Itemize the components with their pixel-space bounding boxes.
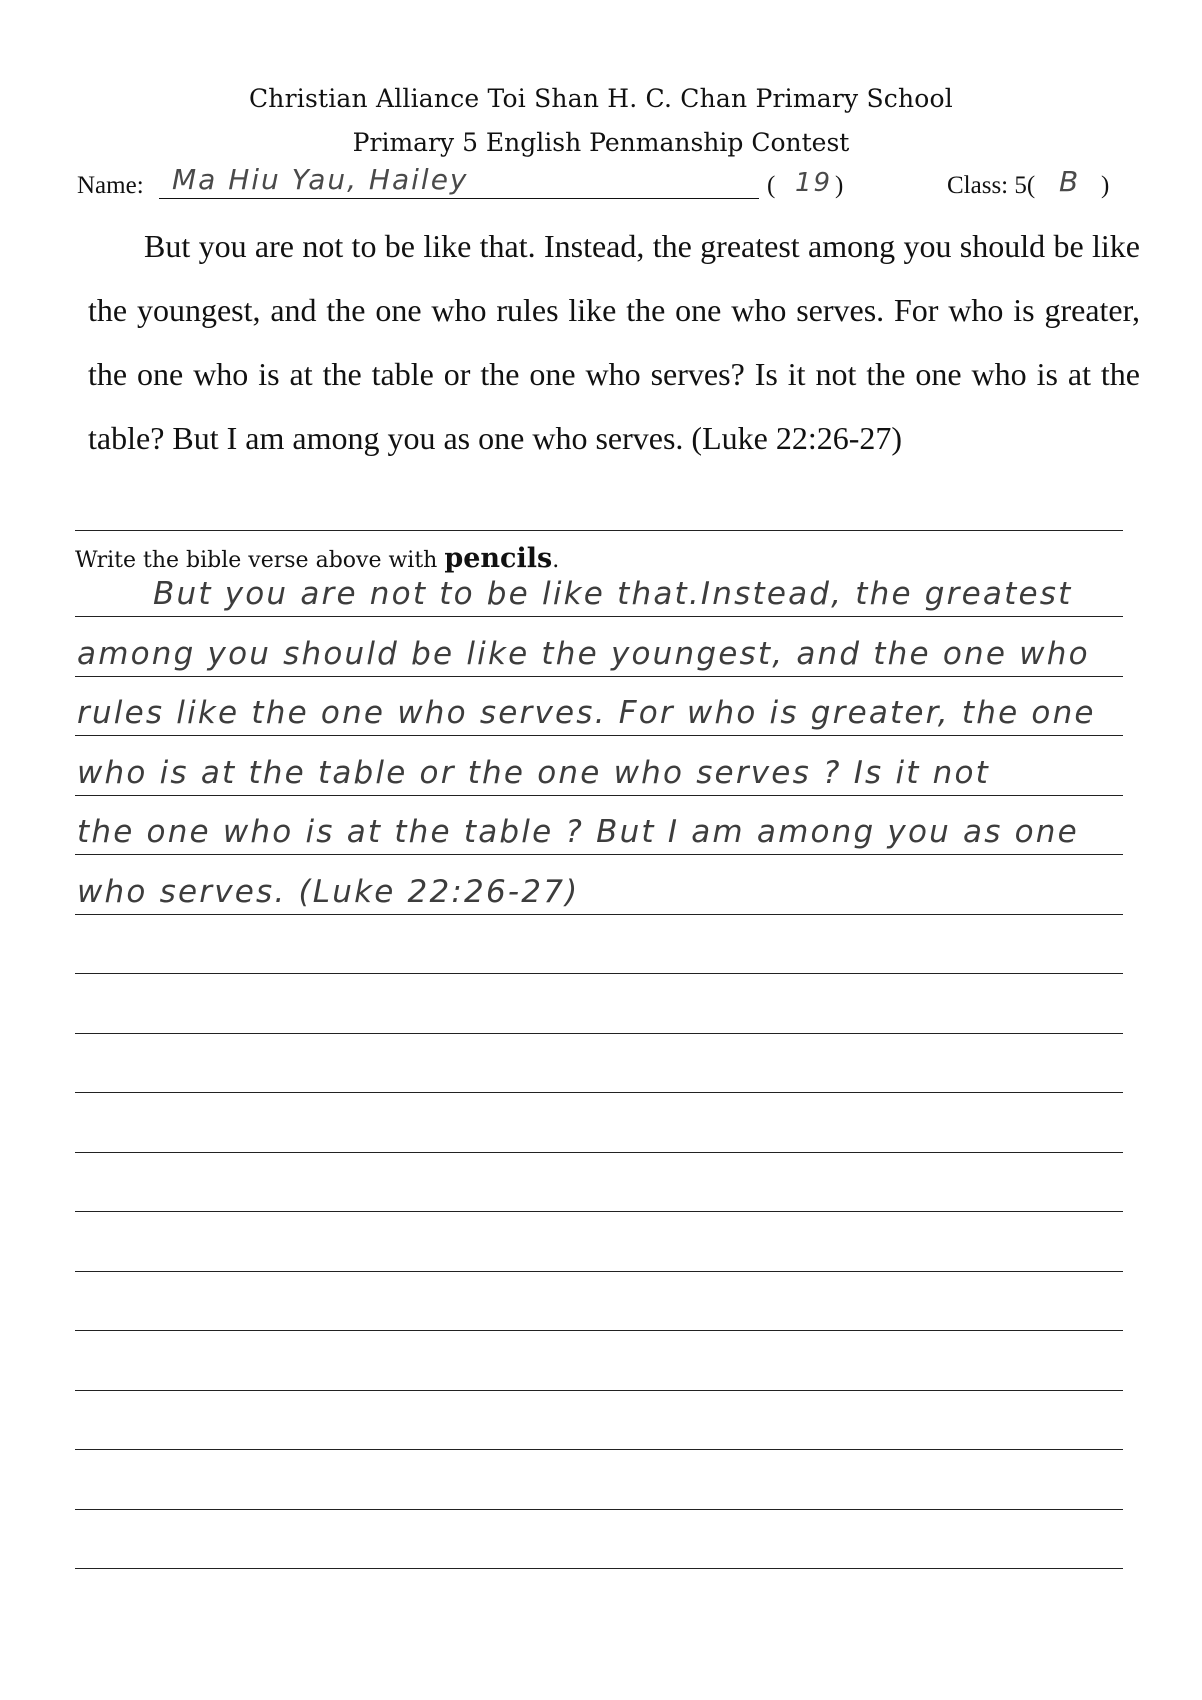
- handwritten-text: who is at the table or the one who serves ? Is it not: [77, 754, 991, 791]
- writing-line[interactable]: [75, 1509, 1123, 1510]
- instruction: [75, 543, 559, 574]
- writing-line[interactable]: [75, 1033, 1123, 1034]
- name-underline: [159, 198, 759, 199]
- handwritten-text: But you are not to be like that.Instead, the greatest: [153, 576, 1073, 612]
- student-info-row: [77, 160, 1137, 204]
- handwritten-text: rules like the one who serves. For who is greater, the one: [77, 695, 1096, 731]
- writing-line[interactable]: [75, 1092, 1123, 1093]
- instruction-emphasis: pencils: [444, 543, 553, 574]
- writing-line[interactable]: [75, 914, 1123, 915]
- writing-line[interactable]: [75, 795, 1123, 796]
- handwritten-text: among you should be like the youngest, and the one who: [77, 635, 1090, 672]
- instruction-period: .: [552, 548, 560, 573]
- writing-line[interactable]: [75, 1271, 1123, 1272]
- writing-line[interactable]: [75, 1211, 1123, 1212]
- writing-line[interactable]: [75, 1152, 1123, 1153]
- handwritten-text: who serves. (Luke 22:26-27): [77, 873, 580, 910]
- school-name: Christian Alliance Toi Shan H. C. Chan Primary School: [248, 84, 954, 113]
- writing-line[interactable]: [75, 1449, 1123, 1450]
- writing-line[interactable]: [75, 676, 1123, 677]
- name-label: Name:: [77, 172, 144, 199]
- number-open-paren: (: [767, 172, 776, 199]
- writing-line[interactable]: [75, 1330, 1123, 1331]
- class-label: Class: 5(: [947, 172, 1036, 199]
- writing-line[interactable]: [75, 1390, 1123, 1391]
- writing-line[interactable]: [75, 854, 1123, 855]
- writing-line[interactable]: [75, 616, 1123, 617]
- number-close-paren: ): [835, 172, 844, 199]
- writing-line[interactable]: [75, 735, 1123, 736]
- student-number-field[interactable]: 19: [795, 168, 833, 198]
- writing-line[interactable]: [75, 973, 1123, 974]
- class-close-paren: ): [1101, 172, 1110, 199]
- class-field[interactable]: B: [1059, 165, 1081, 198]
- writing-line[interactable]: [75, 1568, 1123, 1569]
- divider: [75, 530, 1123, 531]
- handwritten-text: the one who is at the table ? But I am among you as one: [77, 814, 1079, 850]
- student-name-field[interactable]: Ma Hiu Yau, Hailey: [172, 163, 469, 196]
- bible-verse: But you are not to be like that. Instead, the greatest among you should be like the youngest, and the one who rules like the one who serves. For who is greater, the one who is at the table or the one who serves? Is it not the one who is at the table? But I am among you as one who serves. (Luke 22:26-27): [88, 228, 1140, 456]
- contest-title: Primary 5 English Penmanship Contest: [352, 128, 850, 157]
- instruction-text: Write the bible verse above with: [75, 548, 438, 573]
